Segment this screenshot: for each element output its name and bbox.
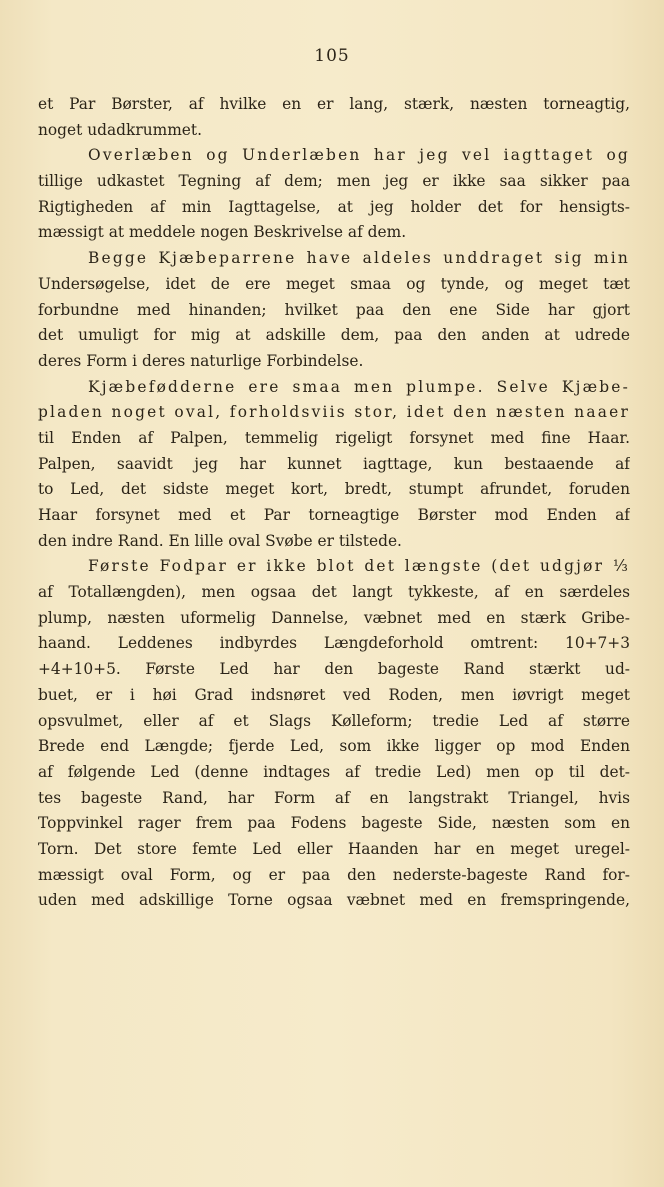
text-line: tes bageste Rand, har Form af en langstrakt Triangel, hvis — [38, 788, 630, 807]
text-line: Brede end Længde; fjerde Led, som ikke ligger op mod Enden — [38, 737, 630, 756]
text-line: det umuligt for mig at adskille dem, paa den anden at udrede — [38, 326, 630, 345]
text-line: Palpen, saavidt jeg har kunnet iagttage, kun bestaaende af — [38, 454, 630, 473]
text-line: Undersøgelse, idet de ere meget smaa og tynde, og meget tæt — [38, 274, 630, 293]
text-line: tillige udkastet Tegning af dem; men jeg er ikke saa sikker paa — [38, 172, 630, 191]
text-line: opsvulmet, eller af et Slags Kølleform; tredie Led af større — [38, 711, 630, 730]
text-line: to Led, det sidste meget kort, bredt, stumpt afrundet, foruden — [38, 480, 630, 499]
page-number: 105 — [314, 46, 350, 66]
text-line: Toppvinkel rager frem paa Fodens bageste Side, næsten som en — [38, 814, 630, 833]
text-line: +4+10+5. Første Led har den bageste Rand stærkt ud- — [38, 660, 630, 679]
paragraph-start-line: Begge Kjæbeparrene have aldeles unddraget sig min — [88, 249, 630, 268]
paragraph-start-line: Overlæben og Underlæben har jeg vel iagttaget og — [88, 146, 630, 165]
text-line: forbundne med hinanden; hvilket paa den ene Side har gjort — [38, 300, 630, 319]
text-line: til Enden af Palpen, temmelig rigeligt forsynet med fine Haar. — [38, 428, 630, 447]
text-line: Haar forsynet med et Par torneagtige Børster mod Enden af — [38, 506, 630, 524]
paragraph-start-line: Første Fodpar er ikke blot det længste (det udgjør ⅓ — [88, 557, 630, 576]
text-line: af Totallængden), men ogsaa det langt tykkeste, af en særdeles — [38, 583, 630, 602]
text-line: noget udadkrummet. — [38, 120, 202, 139]
text-line: mæssigt at meddele nogen Beskrivelse af dem. — [38, 223, 407, 242]
text-line: buet, er i høi Grad indsnøret ved Roden, men iøvrigt meget — [38, 685, 630, 704]
text-line: Torn. Det store femte Led eller Haanden har en meget uregel- — [38, 839, 630, 858]
text-line: af følgende Led (denne indtages af tredie Led) men op til det- — [38, 762, 630, 781]
text-line: pladen noget oval, forholdsviis stor, idet den næsten naaer — [38, 403, 630, 422]
text-line: plump, næsten uformelig Dannelse, væbnet med en stærk Gribe- — [38, 608, 630, 627]
body-text — [38, 92, 630, 914]
text-line: mæssigt oval Form, og er paa den nederste-bageste Rand for- — [38, 865, 630, 884]
text-line: Rigtigheden af min Iagttagelse, at jeg holder det for hensigts- — [38, 197, 630, 216]
text-line: deres Form i deres naturlige Forbindelse. — [38, 351, 364, 370]
text-line: et Par Børster, af hvilke en er lang, stærk, næsten torneagtig, — [38, 95, 630, 113]
text-line: haand. Leddenes indbyrdes Længdeforhold omtrent: 10+7+3 — [38, 634, 630, 653]
text-line: uden med adskillige Torne ogsaa væbnet med en fremspringende, — [38, 891, 630, 910]
paragraph-start-line: Kjæbefødderne ere smaa men plumpe. Selve Kjæbe- — [88, 377, 630, 396]
text-line: den indre Rand. En lille oval Svøbe er tilstede. — [38, 531, 402, 550]
